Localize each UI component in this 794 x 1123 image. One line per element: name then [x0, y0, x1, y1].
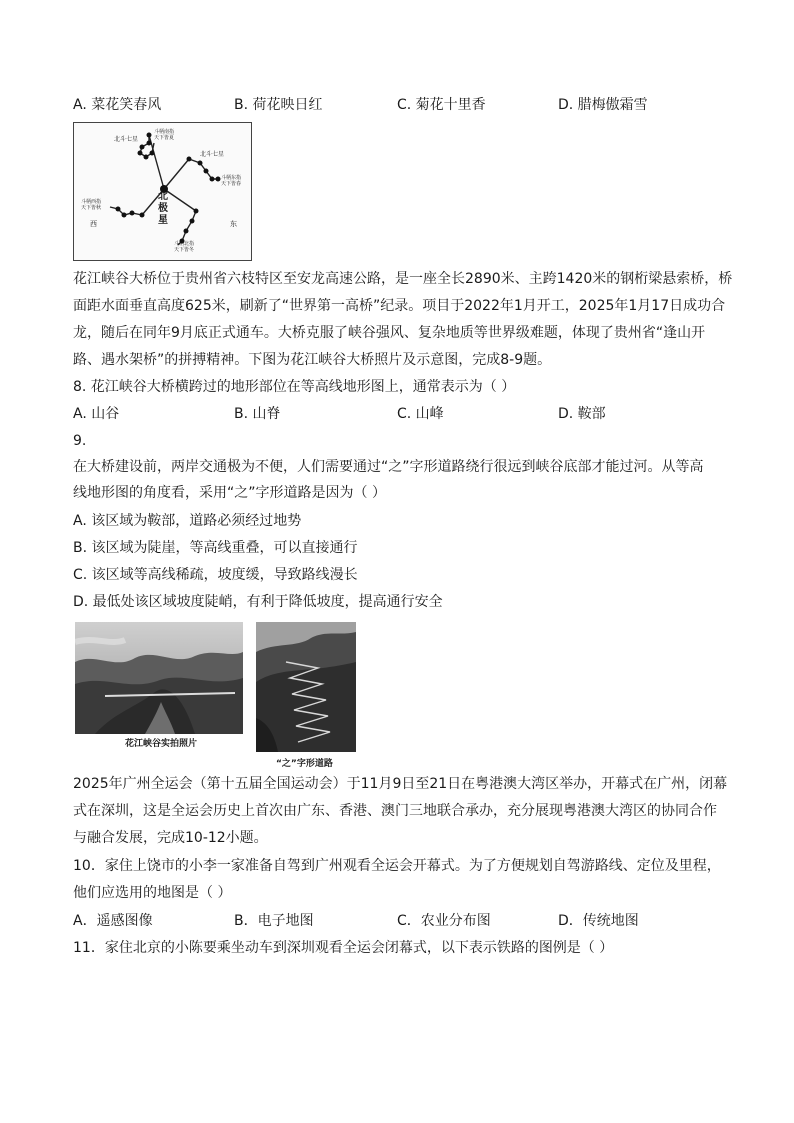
q8-option-a: A. 山谷 — [73, 406, 120, 422]
q10-stem-line-1: 10．家住上饶市的小李一家准备自驾到广州观看全运会开幕式。为了方便规划自驾游路线、定位及里程， — [73, 858, 721, 874]
gorge-photo-image — [75, 622, 243, 734]
q8-option-d: D. 鞍部 — [558, 406, 606, 422]
q7-option-b: B. 荷花映日红 — [234, 97, 323, 113]
gorge-photo-caption: 花江峡谷实拍照片 — [125, 739, 198, 749]
passage-games-line-2: 式在深圳，这是全运会历史上首次由广东、香港、澳门三地联合承办，充分展现粤港澳大湾区的协同合作 — [73, 803, 717, 819]
label-dipper-right: 北斗七星 — [200, 151, 225, 158]
q9-stem-line-2: 线地形图的角度看，采用“之”字形道路是因为（ ） — [73, 485, 386, 501]
q7-option-a: A. 菜花笑春风 — [73, 97, 162, 113]
label-north-star: 北 极 星 — [158, 191, 168, 226]
q9-option-c: C. 该区域等高线稀疏，坡度缓，导致路线漫长 — [73, 567, 358, 583]
q8-option-b: B. 山脊 — [234, 406, 281, 422]
label-autumn: 斗柄西指 天下皆秋 — [81, 199, 102, 211]
label-winter: 斗柄北指 天下皆冬 — [174, 241, 195, 253]
passage-bridge-line-4: 路、遇水架桥”的拼搏精神。下图为花江峡谷大桥照片及示意图，完成8-9题。 — [73, 352, 552, 368]
q9-option-d: D. 最低处该区域坡度陡峭，有利于降低坡度，提高通行安全 — [73, 594, 443, 610]
q9-number: 9. — [73, 433, 87, 449]
label-spring: 斗柄东指 天下皆春 — [221, 175, 242, 187]
q10-option-a: A．遥感图像 — [73, 913, 153, 929]
q7-option-d: D. 腊梅傲霜雪 — [558, 97, 648, 113]
zigzag-road-photo — [256, 622, 356, 752]
q9-stem-line-1: 在大桥建设前，两岸交通极为不便，人们需要通过“之”字形道路绕行很远到峡谷底部才能过河。从等高 — [73, 459, 704, 475]
passage-bridge-line-3: 龙，随后在同年9月底正式通车。大桥克服了峡谷强风、复杂地质等世界级难题，体现了贵州省“逢山开 — [73, 325, 706, 341]
q10-option-c: C．农业分布图 — [397, 913, 491, 929]
passage-bridge-line-1: 花江峡谷大桥位于贵州省六枝特区至安龙高速公路，是一座全长2890米、主跨1420米的钢桁梁悬索桥，桥 — [73, 271, 733, 287]
zigzag-road-image — [256, 622, 356, 752]
label-dipper-top: 北斗七星 — [114, 136, 139, 143]
passage-games-line-1: 2025年广州全运会（第十五届全国运动会）于11月9日至21日在粤港澳大湾区举办，开幕式在广州，闭幕 — [73, 776, 728, 792]
passage-games-line-3: 与融合发展，完成10-12小题。 — [73, 830, 268, 846]
q7-option-c: C. 菊花十里香 — [397, 97, 486, 113]
q10-stem-line-2: 他们应选用的地图是（ ） — [73, 885, 232, 901]
passage-bridge-line-2: 面距水面垂直高度625米，刷新了“世界第一高桥”纪录。项目于2022年1月开工，2025年1月17日成功合 — [73, 298, 726, 314]
q9-option-a: A. 该区域为鞍部，道路必须经过地势 — [73, 513, 302, 529]
label-east: 东 — [230, 220, 237, 228]
label-summer: 斗柄南指 天下皆夏 — [154, 129, 175, 141]
q11-stem: 11．家住北京的小陈要乘坐动车到深圳观看全运会闭幕式，以下表示铁路的图例是（ ） — [73, 940, 614, 956]
label-west: 西 — [90, 220, 97, 228]
gorge-photo — [75, 622, 243, 734]
zigzag-road-caption: “之”字形道路 — [276, 759, 333, 769]
q8-stem: 8. 花江峡谷大桥横跨过的地形部位在等高线地形图上，通常表示为（ ） — [73, 379, 516, 395]
q10-option-b: B．电子地图 — [234, 913, 314, 929]
q10-option-d: D．传统地图 — [558, 913, 639, 929]
big-dipper-figure — [73, 122, 252, 261]
q8-option-c: C. 山峰 — [397, 406, 444, 422]
q9-option-b: B. 该区域为陡崖，等高线重叠，可以直接通行 — [73, 540, 358, 556]
